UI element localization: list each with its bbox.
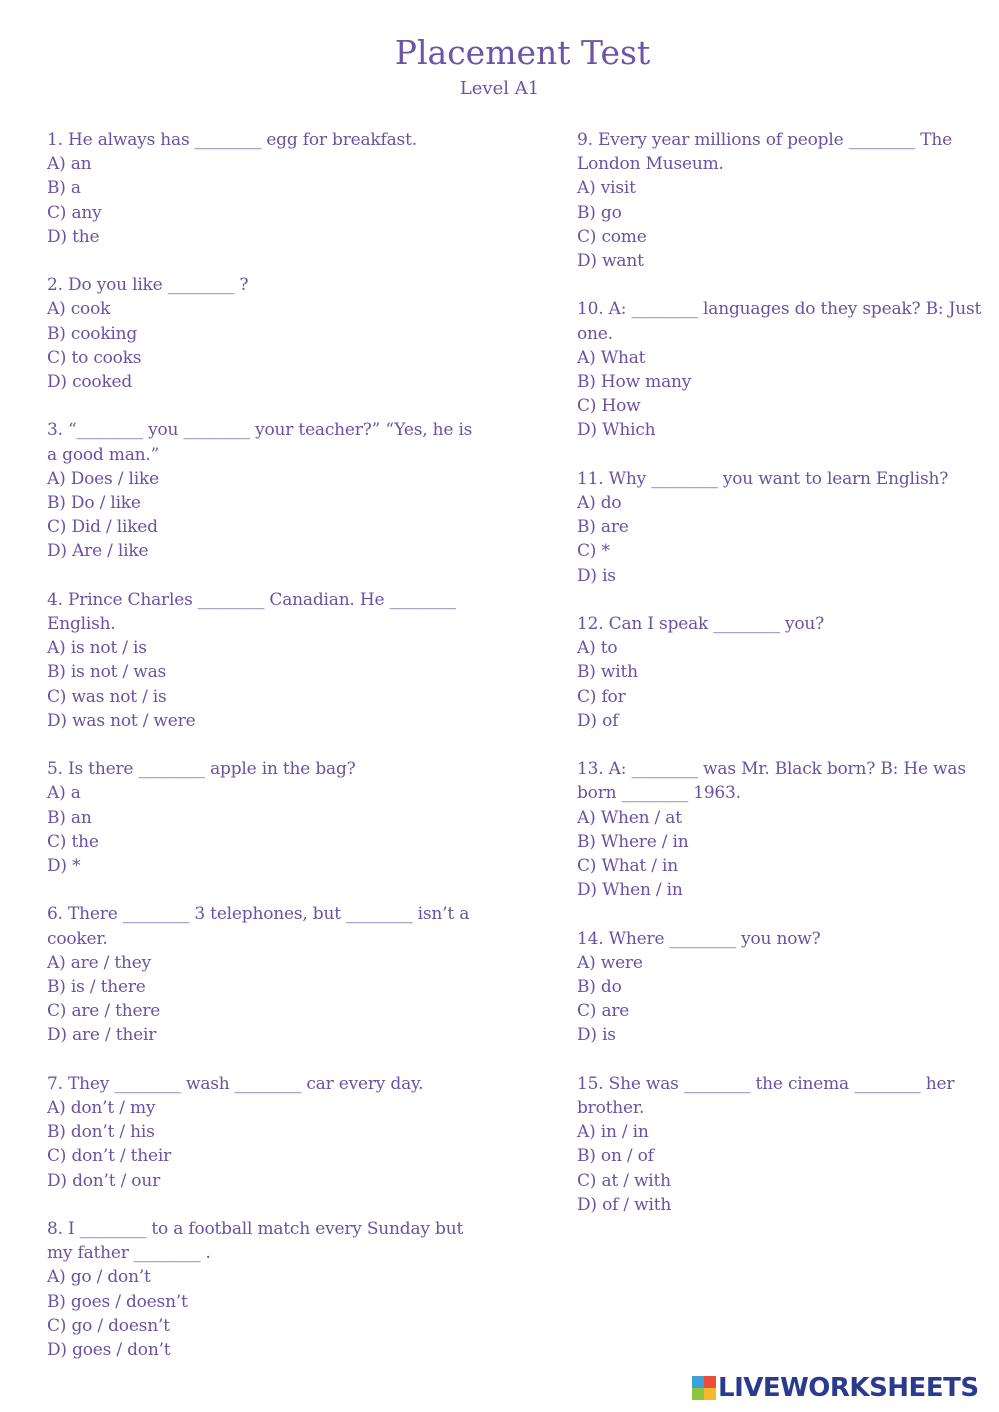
answer-option[interactable]: A) is not / is [47, 638, 147, 659]
answer-option[interactable]: A) cook [47, 299, 111, 320]
question-block [577, 1072, 989, 1217]
question-block [577, 467, 989, 588]
answer-option[interactable]: A) What [577, 347, 646, 368]
answer-option[interactable]: D) is [577, 565, 616, 586]
question-text: 7. They ________ wash ________ car every day. [47, 1073, 424, 1094]
answer-option[interactable]: A) were [577, 952, 643, 973]
question-block [47, 128, 477, 249]
answer-option[interactable]: B) is not / was [47, 662, 167, 683]
answer-option[interactable]: B) goes / doesn’t [47, 1291, 188, 1312]
question-block [577, 297, 989, 442]
brand-name: LIVEWORKSHEETS [718, 1373, 979, 1403]
answer-option[interactable]: B) Where / in [577, 831, 689, 852]
liveworksheets-logo-icon [692, 1376, 716, 1400]
question-text: 6. There ________ 3 telephones, but ________ isn’t a cooker. [47, 904, 470, 949]
question-text: 15. She was ________ the cinema ________ her brother. [577, 1073, 955, 1119]
answer-option[interactable]: B) don’t / his [47, 1122, 155, 1143]
answer-option[interactable]: D) When / in [577, 880, 683, 901]
answer-option[interactable]: B) go [577, 202, 622, 223]
question-block [47, 588, 477, 733]
answer-option[interactable]: C) at / with [577, 1170, 671, 1191]
answer-option[interactable]: C) Did / liked [47, 517, 158, 538]
question-text: 2. Do you like ________ ? [47, 275, 249, 296]
answer-option[interactable]: A) When / at [577, 807, 682, 828]
answer-option[interactable]: B) on / of [577, 1146, 654, 1167]
answer-option[interactable]: D) want [577, 251, 644, 272]
answer-option[interactable]: A) do [577, 493, 622, 514]
question-text: 4. Prince Charles ________ Canadian. He ________ English. [47, 589, 456, 635]
answer-option[interactable]: A) don’t / my [47, 1098, 156, 1119]
answer-option[interactable]: A) to [577, 638, 618, 659]
answer-option[interactable]: C) the [47, 831, 99, 852]
question-block [47, 1217, 477, 1362]
question-text: 3. “________ you ________ your teacher?” “Yes, he is a good man.” [47, 420, 473, 465]
question-block [577, 757, 989, 902]
answer-option[interactable]: A) go / don’t [47, 1267, 151, 1288]
answer-option[interactable]: C) don’t / their [47, 1146, 172, 1167]
liveworksheets-footer[interactable] [692, 1372, 992, 1404]
answer-option[interactable]: B) with [577, 662, 638, 683]
answer-option[interactable]: C) are / there [47, 1001, 161, 1022]
answer-option[interactable]: C) * [577, 541, 610, 562]
answer-option[interactable]: D) Are / like [47, 541, 149, 562]
answer-option[interactable]: C) to cooks [47, 347, 142, 368]
answer-option[interactable]: D) the [47, 226, 100, 247]
answer-option[interactable]: D) goes / don’t [47, 1340, 171, 1361]
question-block [47, 1072, 477, 1193]
question-block [47, 273, 477, 394]
question-block [47, 757, 477, 878]
question-text: 10. A: ________ languages do they speak? B: Just one. [577, 299, 982, 344]
question-block [577, 927, 989, 1048]
answer-option[interactable]: D) was not / were [47, 710, 196, 731]
question-text: 14. Where ________ you now? [577, 928, 821, 949]
answer-option[interactable]: A) visit [577, 178, 636, 199]
answer-option[interactable]: C) for [577, 686, 626, 707]
question-block [47, 902, 477, 1047]
answer-option[interactable]: C) come [577, 226, 647, 247]
question-text: 8. I ________ to a football match every Sunday but my father ________ . [47, 1219, 464, 1264]
answer-option[interactable]: D) is [577, 1025, 616, 1046]
answer-option[interactable]: B) How many [577, 372, 692, 393]
answer-option[interactable]: A) in / in [577, 1122, 649, 1143]
page-title: Placement Test [394, 33, 651, 72]
answer-option[interactable]: D) don’t / our [47, 1170, 161, 1191]
question-text: 11. Why ________ you want to learn English? [577, 468, 949, 489]
question-text: 12. Can I speak ________ you? [577, 614, 825, 635]
answer-option[interactable]: B) do [577, 977, 622, 998]
question-text: 13. A: ________ was Mr. Black born? B: He was born ________ 1963. [577, 759, 966, 804]
answer-option[interactable]: B) Do / like [47, 493, 141, 514]
answer-option[interactable]: B) an [47, 807, 92, 828]
answer-option[interactable]: C) was not / is [47, 686, 167, 707]
answer-option[interactable]: B) cooking [47, 323, 138, 344]
answer-option[interactable]: D) of [577, 710, 619, 731]
answer-option[interactable]: D) are / their [47, 1025, 157, 1046]
page-header [0, 32, 999, 101]
answer-option[interactable]: B) is / there [47, 977, 146, 998]
answer-option[interactable]: A) are / they [47, 952, 152, 973]
answer-option[interactable]: A) a [47, 783, 81, 804]
answer-option[interactable]: B) a [47, 178, 81, 199]
answer-option[interactable]: B) are [577, 517, 629, 538]
answer-option[interactable]: A) Does / like [47, 468, 159, 489]
answer-option[interactable]: C) are [577, 1001, 630, 1022]
answer-option[interactable]: C) any [47, 202, 102, 223]
question-text: 1. He always has ________ egg for breakfast. [47, 130, 417, 150]
answer-option[interactable]: C) What / in [577, 856, 678, 877]
answer-option[interactable]: D) of / with [577, 1194, 672, 1215]
answer-option[interactable]: C) How [577, 396, 641, 417]
question-block [577, 612, 989, 733]
question-block [577, 128, 989, 273]
question-text: 9. Every year millions of people ________ The London Museum. [577, 130, 952, 175]
questions-left-column [47, 128, 477, 1386]
questions-right-column [577, 128, 989, 1241]
answer-option[interactable]: C) go / doesn’t [47, 1315, 170, 1336]
answer-option[interactable]: A) an [47, 154, 92, 175]
question-text: 5. Is there ________ apple in the bag? [47, 759, 356, 780]
answer-option[interactable]: D) * [47, 856, 81, 877]
answer-option[interactable]: D) cooked [47, 372, 133, 393]
page-subtitle: Level A1 [459, 78, 540, 99]
question-block [47, 418, 477, 563]
answer-option[interactable]: D) Which [577, 420, 656, 441]
